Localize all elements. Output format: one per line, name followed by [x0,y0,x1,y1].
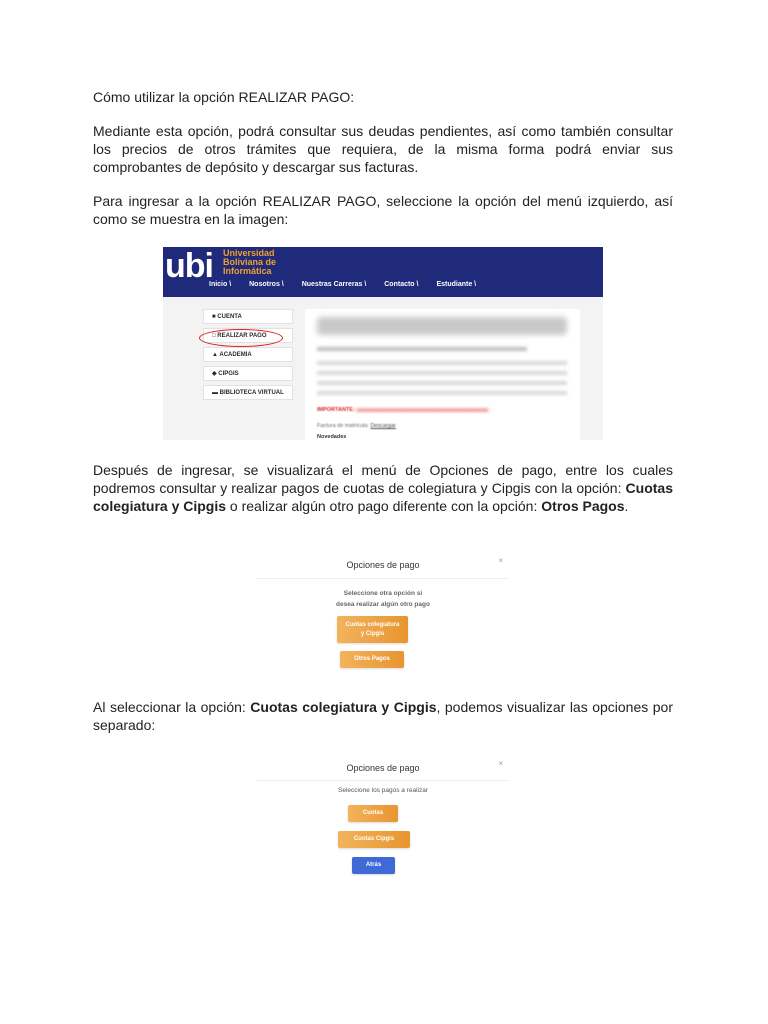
menu-item-realizar-pago[interactable]: □ REALIZAR PAGO [203,328,293,343]
card-icon: □ [212,333,218,339]
book-icon: ▬ [212,390,220,396]
otros-pagos-button[interactable]: Otros Pagos [340,651,404,668]
news-heading: Novedades [317,434,347,440]
atras-button[interactable]: Atrás [352,857,395,874]
payment-select-modal [257,754,509,880]
menu-item-academia[interactable]: ▲ ACADEMIA [203,347,293,362]
paragraph-access: Para ingresar a la opción REALIZAR PAGO, seleccione la opción del menú izquierdo, así como se muestra en la imagen: [93,193,673,227]
paragraph-intro: Mediante esta opción, podrá consultar sus deudas pendientes, así como también consultar los precios de otros trámites que requiera, de la misma forma podrá enviar sus comprobantes de depósito y descargar sus facturas. [93,123,673,175]
portal-screenshot [163,247,603,440]
modal-title: Opciones de pago [346,560,420,570]
map-icon: ◆ [212,371,219,377]
cuotas-cipgis-button[interactable]: Cuotas Cipgis [338,831,410,848]
nav-inicio[interactable]: Inicio \ [209,281,232,288]
close-icon[interactable]: × [498,759,503,768]
portal-nav [209,281,492,288]
blurred-content [305,309,580,440]
nav-carreras[interactable]: Nuestras Carreras \ [301,281,367,288]
menu-item-cipgis[interactable]: ◆ CIPGIS [203,366,293,381]
paragraph-options: Después de ingresar, se visualizará el menú de Opciones de pago, entre los cuales podremos consultar y realizar pagos de cuotas de colegiatura y Cipgis con la opción: Cuotas colegiatura y Cipgis o realizar algún otro pago diferente con la opción: Otros Pagos. [93,462,673,514]
highlight-oval [199,329,283,347]
download-link[interactable]: Descargar [370,423,396,429]
important-notice: IMPORTANTE: ▬▬▬▬▬▬▬▬▬▬▬▬▬▬▬▬▬▬▬▬▬▬▬▬ [317,407,489,413]
cuotas-colegiatura-button[interactable]: Cuotas colegiatura y Cipgis [337,616,408,643]
ubi-logo: ubi [165,247,213,285]
ubi-logo-text: Universidad Boliviana de Informática [223,248,277,276]
modal-subtitle: Seleccione otra opción si desea realizar algún otro pago [336,590,430,608]
portal-header [163,247,603,297]
cuotas-button[interactable]: Cuotas [348,805,398,822]
menu-item-biblioteca[interactable]: ▬ BIBLIOTECA VIRTUAL [203,385,293,400]
nav-estudiante[interactable]: Estudiante \ [436,281,477,288]
modal-subtitle: Seleccione los pagos a realizar [338,787,428,794]
nav-contacto[interactable]: Contacto \ [384,281,419,288]
invoice-line: Factura de matrícula: Descargar [317,423,396,429]
close-icon[interactable]: × [498,556,503,565]
paragraph-separate: Al seleccionar la opción: Cuotas colegiatura y Cipgis, podemos visualizar las opciones por separado: [93,699,673,733]
doc-title: Cómo utilizar la opción REALIZAR PAGO: [93,89,355,105]
payment-options-modal [257,550,509,676]
nav-nosotros[interactable]: Nosotros \ [249,281,284,288]
portal-side-menu [203,309,293,404]
bank-icon: ▲ [212,352,220,358]
menu-item-cuenta[interactable]: ■ CUENTA [203,309,293,324]
modal-title: Opciones de pago [346,763,420,773]
user-icon: ■ [212,314,218,320]
